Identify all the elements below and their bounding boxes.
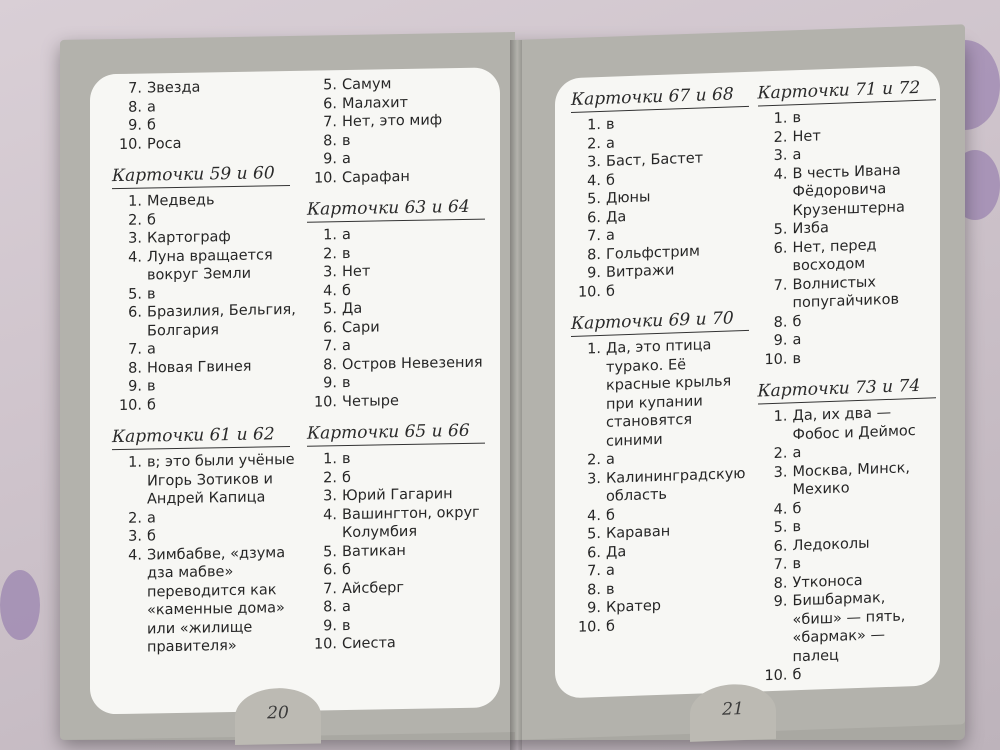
answer-number: 4. (587, 172, 601, 189)
answer-text: б (606, 618, 615, 635)
answer-text: а (606, 451, 615, 468)
answer-number: 10. (764, 350, 788, 368)
answer-text: а (147, 509, 156, 526)
answer-number: 8. (128, 99, 142, 116)
answer-number: 7. (323, 114, 337, 131)
answer-item (764, 234, 941, 277)
answer-item (118, 543, 305, 657)
answer-number: 1. (128, 454, 142, 471)
answer-item (577, 335, 754, 452)
answer-number: 6. (323, 95, 337, 112)
answer-number: 9. (323, 617, 337, 634)
answer-text: в (792, 519, 802, 536)
answer-column (754, 65, 941, 692)
answer-number: 9. (323, 375, 337, 392)
answer-text: Да (342, 300, 363, 318)
answer-text: Кратер (606, 597, 661, 616)
answer-text: Да, это птица турако. Её красные крылья при купании становятся синими (606, 337, 732, 450)
answer-number: 4. (773, 165, 788, 183)
answer-text: в (342, 450, 351, 468)
answer-number: 10. (118, 136, 142, 153)
answer-text: а (792, 331, 802, 349)
answer-text: в (342, 245, 351, 262)
answers-card-left (90, 67, 500, 714)
answer-section (118, 77, 305, 154)
answer-text: Караван (606, 523, 671, 542)
answer-item (764, 402, 941, 445)
answer-number: 3. (773, 463, 788, 481)
answer-number: 7. (773, 556, 788, 573)
answer-text: Айсберг (342, 579, 405, 597)
answer-section (571, 84, 754, 302)
answer-item (118, 132, 305, 154)
answer-text: Витражи (606, 262, 675, 281)
answer-number: 2. (587, 451, 601, 469)
answer-item (118, 393, 305, 415)
answer-text: в (792, 350, 802, 367)
answer-number: 7. (587, 227, 601, 245)
answer-number: 6. (587, 544, 601, 561)
answer-item (313, 632, 500, 654)
answer-number: 8. (323, 132, 337, 149)
answer-item (764, 160, 941, 222)
answer-text: а (342, 150, 351, 168)
answer-text: б (342, 469, 351, 486)
answer-number: 3. (323, 264, 337, 281)
section-heading: Карточки 73 и 74 (758, 375, 936, 404)
answer-text: Вашингтон, округ Колумбия (342, 504, 480, 542)
answer-text: Сарафан (342, 168, 410, 186)
answer-text: Четыре (342, 392, 399, 410)
answer-number: 7. (128, 341, 142, 358)
answer-text: б (606, 172, 615, 189)
answer-section (757, 375, 941, 686)
answer-number: 4. (587, 507, 601, 524)
answer-section (307, 196, 500, 411)
answer-text: Юрий Гагарин (342, 486, 453, 505)
answer-text: в (147, 378, 156, 395)
answer-number: 9. (587, 599, 601, 617)
answer-text: в (606, 116, 615, 133)
answer-item (577, 464, 754, 507)
answer-text: Роса (147, 135, 182, 152)
answer-number: 6. (587, 209, 601, 226)
answer-text: Звезда (147, 79, 201, 97)
answer-text: Нет (792, 127, 821, 145)
answer-number: 8. (587, 581, 601, 598)
section-heading: Карточки 59 и 60 (112, 163, 290, 189)
answer-text: б (792, 500, 802, 517)
answer-text: Бишбармак, «биш» — пять, «бармак» — палец (792, 590, 906, 665)
answer-section (571, 308, 754, 637)
right-page (515, 24, 965, 740)
answer-column (555, 72, 754, 699)
answers-card-right (555, 65, 940, 698)
answer-number: 4. (773, 500, 788, 518)
answer-number: 9. (128, 378, 142, 395)
answer-text: Нет (342, 263, 371, 281)
answer-number: 2. (587, 135, 601, 152)
answer-number: 3. (587, 153, 601, 171)
answer-number: 9. (773, 332, 788, 349)
answer-text: в (342, 617, 351, 634)
answer-number: 2. (128, 510, 142, 527)
answer-item (764, 271, 941, 314)
section-heading: Карточки 61 и 62 (112, 424, 290, 450)
answer-number: 8. (773, 574, 788, 592)
answer-text: б (792, 666, 802, 684)
answer-text: б (147, 528, 156, 545)
answer-number: 8. (128, 360, 142, 377)
answer-section (307, 420, 500, 654)
answer-text: в (342, 374, 351, 392)
answer-text: б (792, 313, 802, 330)
answer-text: Москва, Минск, Мехико (792, 459, 911, 499)
answer-number: 10. (577, 283, 601, 301)
answer-text: Новая Гвинея (147, 358, 252, 376)
answer-number: 9. (323, 151, 337, 168)
answer-number: 1. (587, 116, 601, 134)
answer-item (118, 451, 305, 510)
answer-text: Сиеста (342, 635, 396, 653)
answer-text: в (606, 581, 615, 598)
answer-number: 2. (128, 212, 142, 229)
answer-text: а (792, 146, 802, 164)
answer-text: Медведь (147, 192, 215, 210)
answer-text: а (606, 135, 615, 152)
section-heading: Карточки 71 и 72 (758, 77, 936, 106)
answer-item (118, 245, 305, 285)
answer-number: 1. (323, 451, 337, 468)
answer-item (313, 390, 500, 412)
answer-section (112, 163, 305, 415)
answer-number: 5. (323, 77, 337, 94)
answer-text: Дюны (606, 189, 651, 207)
answer-number: 3. (128, 528, 142, 545)
answer-section (112, 424, 305, 658)
answer-item (313, 503, 500, 543)
answer-text: в (342, 132, 351, 149)
answer-number: 9. (128, 117, 142, 134)
section-heading: Карточки 69 и 70 (571, 308, 749, 337)
answer-text: а (606, 562, 615, 579)
answer-number: 5. (773, 519, 788, 536)
answer-number: 3. (773, 147, 788, 164)
answer-text: Гольфстрим (606, 243, 700, 263)
answer-number: 2. (773, 128, 788, 146)
answer-number: 6. (323, 562, 337, 579)
answer-number: 8. (323, 599, 337, 616)
answer-text: б (147, 396, 156, 413)
answer-number: 1. (587, 340, 601, 358)
section-heading: Карточки 63 и 64 (307, 197, 485, 223)
page-number-right: 21 (690, 683, 776, 742)
answer-text: Луна вращается вокруг Земли (147, 246, 273, 284)
answer-text: а (342, 226, 351, 244)
answer-text: Остров Невезения (342, 354, 483, 373)
answer-text: в (147, 285, 156, 302)
answer-text: а (792, 444, 802, 462)
answer-number: 10. (313, 636, 337, 653)
answer-text: б (606, 283, 615, 300)
answer-item (313, 166, 500, 188)
answer-text: Сари (342, 318, 380, 336)
answer-text: б (342, 282, 351, 299)
answer-text: Ватикан (342, 542, 406, 560)
answer-text: б (606, 507, 615, 524)
answer-number: 2. (773, 445, 788, 462)
section-heading: Карточки 65 и 66 (307, 421, 485, 447)
answer-text: б (147, 211, 156, 228)
answer-column (90, 71, 305, 715)
answer-text: Да (606, 208, 627, 226)
answer-number: 7. (323, 338, 337, 355)
answer-number: 1. (323, 227, 337, 244)
answer-text: Да, их два — Фобос и Деймос (792, 404, 916, 443)
answer-item (118, 301, 305, 341)
booklet (60, 40, 965, 740)
lavender-decoration (0, 570, 40, 640)
answer-text: Малахит (342, 94, 409, 112)
answer-text: Калининградскую область (606, 465, 746, 505)
answer-number: 7. (773, 276, 788, 294)
answer-number: 6. (323, 319, 337, 336)
answer-section (757, 77, 941, 369)
answer-number: 7. (323, 580, 337, 597)
answer-number: 8. (773, 313, 788, 331)
answer-text: В честь Ивана Фёдоровича Крузенштерна (792, 162, 905, 219)
answer-number: 7. (128, 80, 142, 97)
answer-number: 1. (773, 110, 788, 127)
answer-text: б (342, 561, 351, 579)
answer-text: а (342, 598, 351, 616)
answer-number: 7. (587, 562, 601, 580)
answer-text: Картограф (147, 229, 231, 247)
answer-number: 6. (128, 304, 142, 321)
answer-item (764, 587, 941, 667)
answer-number: 10. (118, 397, 142, 414)
answer-number: 4. (128, 547, 142, 564)
answer-text: б (147, 117, 156, 134)
page-number-left: 20 (235, 687, 321, 745)
answer-text: Зимбабве, «дзума дза мабве» переводится как «каменные дома» или «жилище правителя» (147, 544, 286, 656)
answer-number: 10. (313, 169, 337, 187)
answer-number: 5. (323, 543, 337, 560)
answer-text: Самум (342, 76, 392, 94)
answer-text: а (147, 341, 156, 358)
answer-text: Нет, перед восходом (792, 236, 877, 275)
answer-number: 4. (128, 249, 142, 266)
answer-number: 5. (587, 190, 601, 208)
answer-number: 10. (577, 618, 601, 636)
answer-number: 3. (323, 488, 337, 505)
answer-number: 1. (128, 193, 142, 210)
answer-number: 8. (587, 246, 601, 263)
answer-number: 2. (323, 469, 337, 486)
answer-column (305, 67, 500, 710)
answer-text: Волнистых попугайчиков (792, 273, 900, 312)
left-page (60, 32, 515, 740)
answer-text: Изба (792, 220, 829, 238)
answer-text: а (606, 227, 615, 244)
answer-number: 5. (128, 286, 142, 303)
answer-text: в (792, 110, 802, 127)
answer-section (313, 73, 500, 187)
answer-number: 10. (313, 393, 337, 411)
answer-number: 10. (764, 667, 788, 685)
answer-text: а (342, 337, 351, 355)
answer-number: 3. (587, 470, 601, 487)
answer-text: Бразилия, Бельгия, Болгария (147, 301, 296, 339)
answer-text: в (792, 556, 802, 573)
spine (510, 40, 522, 750)
answer-number: 5. (587, 525, 601, 543)
answer-number: 6. (773, 537, 788, 555)
answer-text: а (147, 98, 156, 115)
answer-text: Нет, это миф (342, 112, 443, 131)
answer-text: Да (606, 543, 627, 561)
answer-number: 6. (773, 239, 788, 257)
answer-number: 5. (323, 301, 337, 318)
answer-number: 9. (773, 593, 788, 610)
answer-number: 4. (323, 506, 337, 523)
answer-text: Ледоколы (792, 535, 870, 554)
section-heading: Карточки 67 и 68 (571, 84, 749, 113)
answer-number: 2. (323, 245, 337, 262)
answer-text: в; это были учёные Игорь Зотиков и Андрей Капица (147, 451, 295, 508)
answer-item (764, 458, 941, 501)
answer-number: 8. (323, 356, 337, 373)
answer-number: 9. (587, 264, 601, 282)
answer-number: 5. (773, 221, 788, 238)
answer-number: 4. (323, 282, 337, 299)
answer-text: Утконоса (792, 572, 863, 591)
answer-text: Баст, Бастет (606, 150, 704, 170)
answer-number: 3. (128, 230, 142, 247)
answer-number: 1. (773, 408, 788, 425)
